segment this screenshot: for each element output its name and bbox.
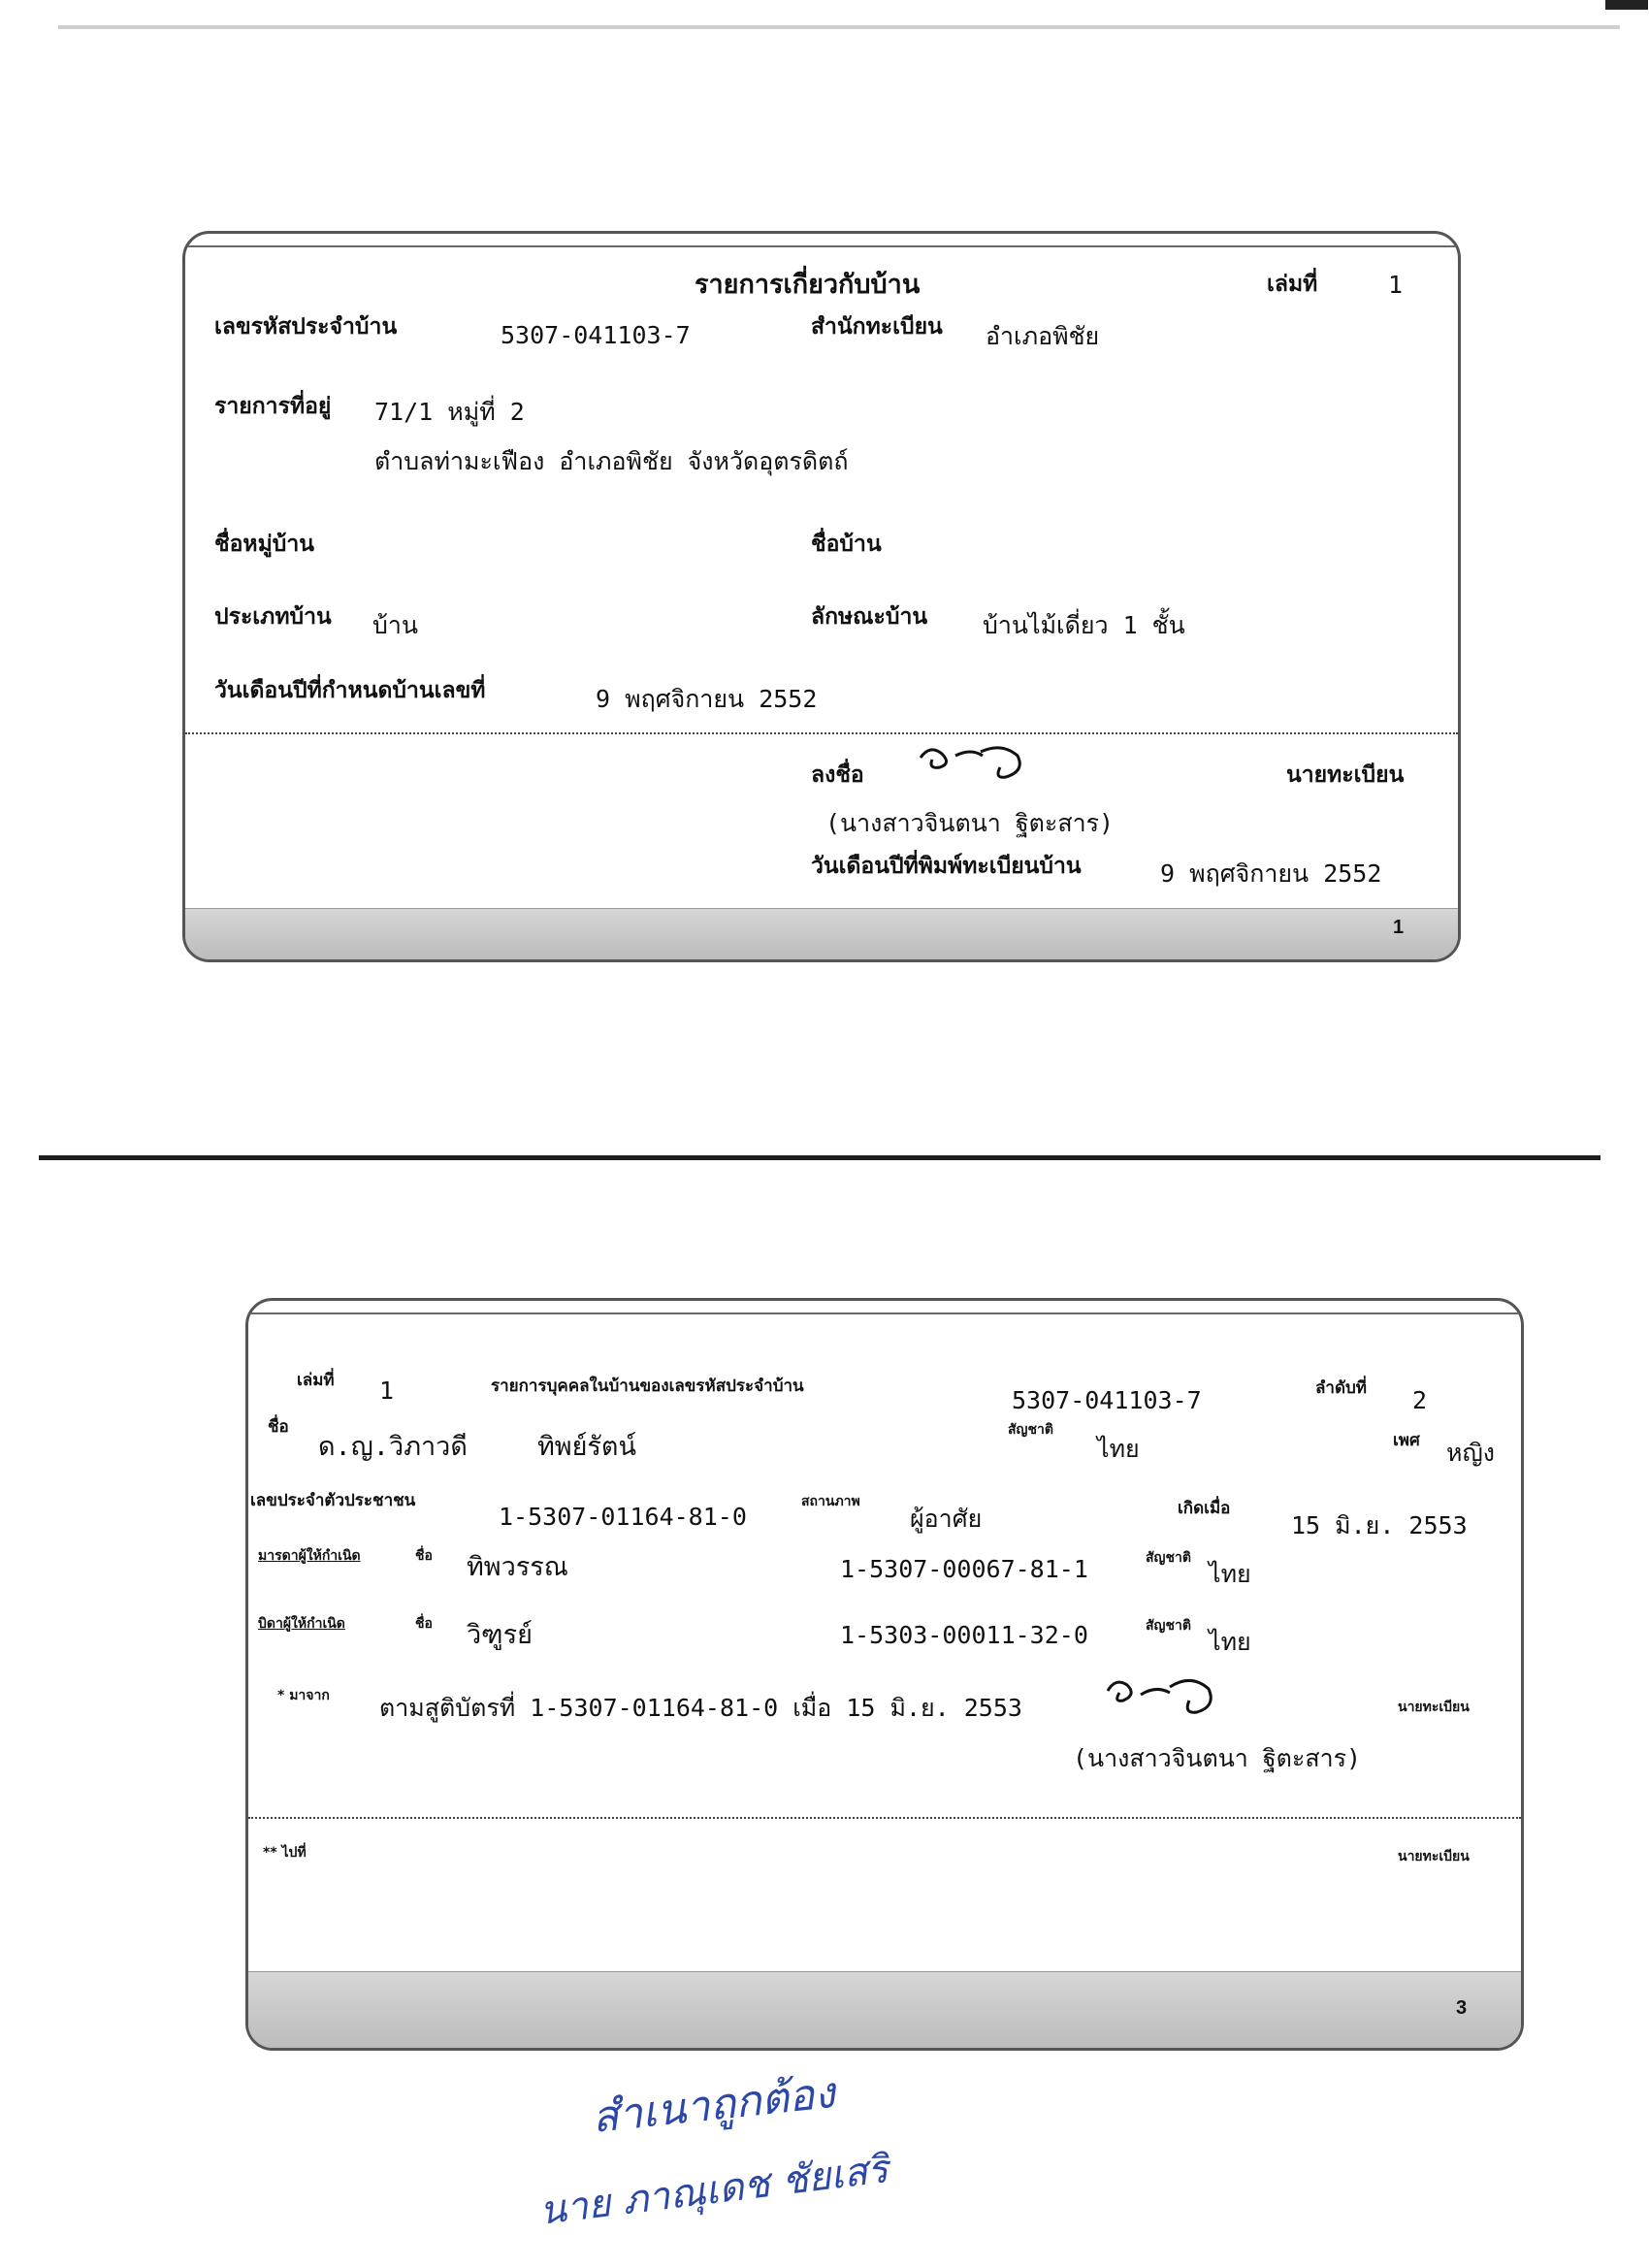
father-label: บิดาผู้ให้กำเนิด bbox=[258, 1616, 345, 1632]
card-top-tab bbox=[185, 234, 1456, 247]
moved-from-label: * มาจาก bbox=[277, 1688, 330, 1703]
born-label: เกิดเมื่อ bbox=[1178, 1499, 1231, 1518]
volume-label: เล่มที่ bbox=[1267, 272, 1318, 297]
mother-label: มารดาผู้ให้กำเนิด bbox=[258, 1548, 361, 1564]
mother-name-label: ชื่อ bbox=[415, 1548, 433, 1564]
house-code-value: 5307-041103-7 bbox=[1012, 1386, 1202, 1414]
scan-top-edge bbox=[58, 25, 1620, 29]
card-footer-band bbox=[248, 1971, 1521, 2048]
father-name-label: ชื่อ bbox=[415, 1616, 433, 1632]
page-number: 1 bbox=[1393, 917, 1405, 938]
number-assigned-date-value: 9 พฤศจิกายน 2552 bbox=[596, 685, 818, 713]
person-details-card bbox=[245, 1298, 1524, 2051]
address-label: รายการที่อยู่ bbox=[214, 394, 332, 419]
print-date-label: วันเดือนปีที่พิมพ์ทะเบียนบ้าน bbox=[811, 854, 1082, 879]
handwritten-note-line2: นาย ภาณุเดช ชัยเสริ bbox=[536, 2147, 891, 2234]
moved-from-value: ตามสูติบัตรที่ 1-5307-01164-81-0 เมื่อ 15 มิ.ย. 2553 bbox=[379, 1694, 1022, 1722]
registry-office-value: อำเภอพิชัย bbox=[986, 322, 1100, 350]
scan-corner-mark bbox=[1605, 0, 1648, 10]
address-line2: ตำบลท่ามะเฟือง อำเภอพิชัย จังหวัดอุตรดิตถ์ bbox=[374, 447, 849, 475]
sex-label: เพศ bbox=[1393, 1431, 1420, 1450]
order-value: 2 bbox=[1412, 1386, 1428, 1414]
house-code-label: เลขรหัสประจำบ้าน bbox=[214, 314, 398, 340]
handwritten-note-line1: สำเนาถูกต้อง bbox=[590, 2068, 838, 2143]
volume-value: 1 bbox=[1388, 271, 1404, 299]
mother-nationality-label: สัญชาติ bbox=[1146, 1550, 1191, 1566]
house-code-value: 5307-041103-7 bbox=[501, 321, 691, 349]
sex-value: หญิง bbox=[1446, 1439, 1495, 1467]
registrar-name: (นางสาวจินตนา ฐิตะสาร) bbox=[1073, 1744, 1362, 1772]
registrar-signature bbox=[913, 738, 1049, 787]
status-label: สถานภาพ bbox=[801, 1494, 860, 1509]
house-details-card bbox=[182, 231, 1461, 962]
dotted-separator bbox=[185, 732, 1458, 734]
house-type-value: บ้าน bbox=[372, 611, 418, 639]
number-assigned-date-label: วันเดือนปีที่กำหนดบ้านเลขที่ bbox=[214, 678, 486, 703]
card-top-tab bbox=[248, 1301, 1519, 1314]
dotted-separator bbox=[248, 1817, 1521, 1819]
father-nationality-label: สัญชาติ bbox=[1146, 1618, 1191, 1634]
registry-office-label: สำนักทะเบียน bbox=[811, 314, 943, 340]
registrar-label: นายทะเบียน bbox=[1286, 762, 1405, 788]
house-character-value: บ้านไม้เดี่ยว 1 ชั้น bbox=[983, 611, 1185, 639]
nationality-label: สัญชาติ bbox=[1008, 1422, 1053, 1438]
prefix-first-name: ด.ญ.วิภาวดี bbox=[318, 1432, 468, 1462]
sign-label: ลงชื่อ bbox=[811, 762, 864, 788]
print-date-value: 9 พฤศจิกายน 2552 bbox=[1160, 859, 1382, 888]
father-name: วิฑูรย์ bbox=[467, 1620, 533, 1650]
mother-nationality: ไทย bbox=[1209, 1560, 1251, 1588]
registrar-name: (นางสาวจินตนา ฐิตะสาร) bbox=[825, 809, 1115, 837]
house-character-label: ลักษณะบ้าน bbox=[811, 604, 928, 630]
page-number: 3 bbox=[1456, 1997, 1468, 2019]
id-value: 1-5307-01164-81-0 bbox=[499, 1503, 747, 1531]
house-card-title: รายการเกี่ยวกับบ้าน bbox=[695, 270, 921, 300]
mother-name: ทิพวรรณ bbox=[467, 1552, 568, 1582]
born-value: 15 มิ.ย. 2553 bbox=[1291, 1511, 1468, 1539]
nationality-value: ไทย bbox=[1097, 1435, 1140, 1463]
registrar-label-1: นายทะเบียน bbox=[1398, 1700, 1470, 1715]
registrar-label-2: นายทะเบียน bbox=[1398, 1849, 1470, 1864]
house-type-label: ประเภทบ้าน bbox=[214, 604, 332, 630]
volume-value: 1 bbox=[379, 1377, 395, 1405]
moved-to-label: ** ไปที่ bbox=[263, 1845, 307, 1861]
id-label: เลขประจำตัวประชาชน bbox=[250, 1491, 416, 1510]
surname: ทิพย์รัตน์ bbox=[537, 1432, 636, 1462]
person-list-label: รายการบุคคลในบ้านของเลขรหัสประจำบ้าน bbox=[491, 1377, 804, 1396]
mother-id: 1-5307-00067-81-1 bbox=[840, 1555, 1088, 1583]
volume-label: เล่มที่ bbox=[297, 1371, 335, 1390]
village-name-label: ชื่อหมู่บ้าน bbox=[214, 532, 314, 557]
father-id: 1-5303-00011-32-0 bbox=[840, 1621, 1088, 1649]
name-label: ชื่อ bbox=[268, 1417, 289, 1437]
order-label: ลำดับที่ bbox=[1315, 1378, 1368, 1398]
address-line1: 71/1 หมู่ที่ 2 bbox=[374, 398, 525, 426]
status-value: ผู้อาศัย bbox=[910, 1505, 983, 1533]
card-footer-band bbox=[185, 908, 1458, 959]
registrar-signature bbox=[1102, 1669, 1238, 1720]
house-name-label: ชื่อบ้าน bbox=[811, 532, 882, 557]
page-divider-line bbox=[39, 1155, 1600, 1160]
father-nationality: ไทย bbox=[1209, 1628, 1251, 1656]
